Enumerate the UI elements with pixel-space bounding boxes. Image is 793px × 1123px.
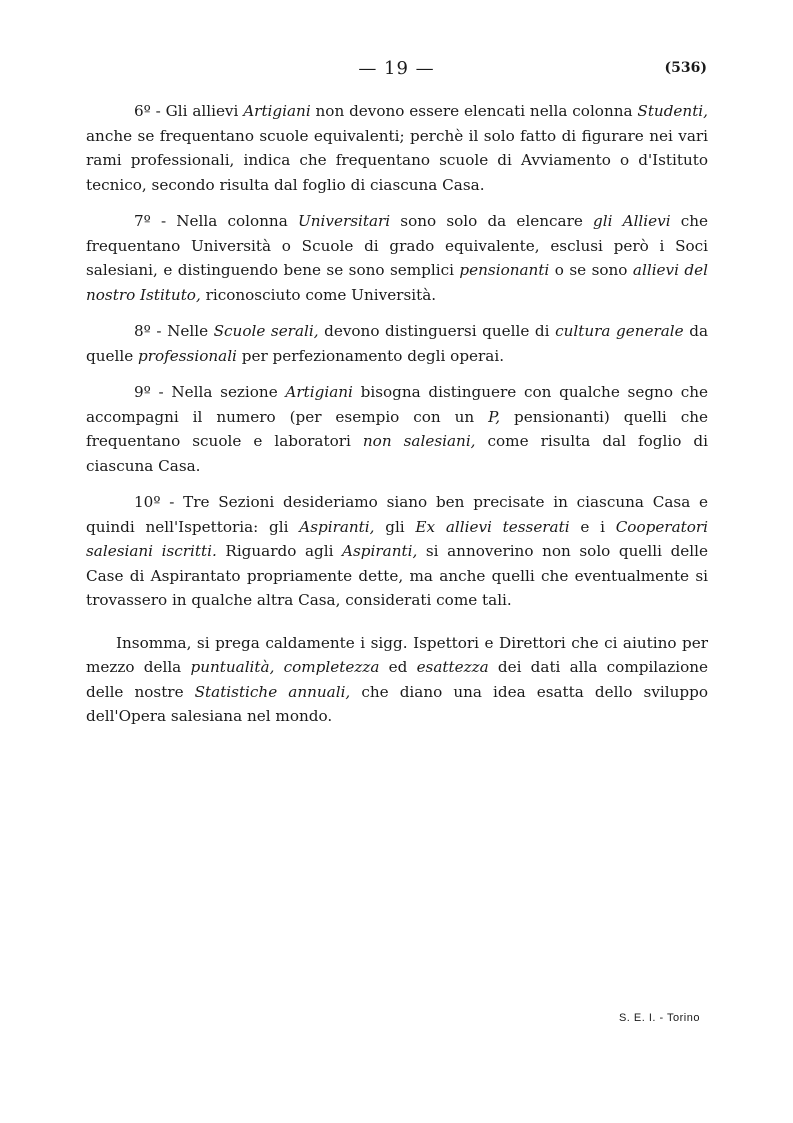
italic-term: puntualità, completezza [190,658,380,676]
printer-credit: S. E. I. - Torino [618,1012,700,1024]
italic-term: gli Allievi [593,212,671,230]
text-segment: che diano una idea esatta dello sviluppo dell'Opera salesiana nel mondo. [86,682,708,725]
text-segment: sono solo da elencare [390,212,593,230]
text-segment: per perfezionamento degli operai. [236,346,505,365]
text-segment: anche se frequentano scuole equivalenti; perchè il solo fatto di figurare nei vari rami professionali, indica che frequentano scuole di Avviamento o d'Istituto tecnico, secondo risulta dal foglio di ciascuna Casa. [86,126,708,194]
italic-term: Statistiche annuali, [194,682,351,701]
italic-term: Ex allievi tesserati [415,517,570,536]
italic-term: allievi del nostro Istituto, [86,261,708,304]
text-segment: bisogna distinguere con qualche segno che accompagni il numero (per esempio con un [86,383,708,426]
text-segment: come risulta dal foglio di ciascuna Casa. [86,432,708,475]
text-segment: devono distinguersi quelle di [318,322,556,340]
italic-term: Aspiranti, [342,542,418,560]
paragraph-p9 [86,380,708,478]
text-segment: da quelle [86,322,708,365]
italic-term: esattezza [416,658,489,676]
text-segment: si annoverino non solo quelli delle Case di Aspirantato propriamente dette, ma anche quelli che eventualmente si trovassero in qualche altra Casa, considerati come tali. [86,542,708,609]
text-segment: 8º - Nelle [134,322,214,340]
text-segment: 7º - Nella colonna [134,212,298,230]
italic-term: professionali [138,346,237,365]
italic-term: cultura generale [555,322,684,340]
paragraph-p7 [86,209,708,307]
text-segment: che frequentano Università o Scuole di grado equivalente, esclusi però i Soci salesiani, e distinguendo bene se sono semplici [86,212,709,279]
italic-term: non salesiani, [362,432,476,450]
italic-term: Universitari [297,212,391,230]
page-header [0,58,793,84]
text-segment: e i [569,517,616,536]
italic-term: Artigiani [243,102,311,120]
italic-term: Aspiranti, [299,517,375,536]
paragraph-summary [86,631,708,729]
text-segment: ed [379,658,417,676]
text-segment: dei dati alla compilazione delle nostre [86,658,708,701]
body-text [86,99,708,729]
italic-term: Cooperatori salesiani iscritti. [86,517,708,560]
paragraph-p8 [86,319,708,368]
page-number: — 19 — [358,58,435,79]
italic-term: P, [488,407,501,426]
text-segment: 6º - Gli allievi [134,102,244,120]
text-segment: non devono essere elencati nella colonna [310,102,638,120]
paragraph-p10 [86,490,708,613]
italic-term: pensionanti [459,261,550,279]
text-segment: riconosciuto come Università. [200,285,437,304]
italic-term: Artigiani [285,383,353,401]
text-segment: Riguardo agli [216,542,343,560]
document-number: (536) [664,60,707,76]
text-segment: 10º - Tre Sezioni desideriamo siano ben precisate in ciascuna Casa e quindi nell'Ispettoria: gli [86,493,708,536]
text-segment: Insomma, si prega caldamente i sigg. Ispettori e Direttori che ci aiutino per mezzo della [86,633,708,676]
text-segment: o se sono [549,261,633,279]
text-segment: gli [374,517,416,536]
italic-term: Studenti, [637,102,708,120]
paragraph-p6 [86,99,708,197]
italic-term: Scuole serali, [213,322,319,340]
text-segment: 9º - Nella sezione [134,383,286,401]
text-segment: pensionanti) quelli che frequentano scuole e laboratori [86,407,708,450]
